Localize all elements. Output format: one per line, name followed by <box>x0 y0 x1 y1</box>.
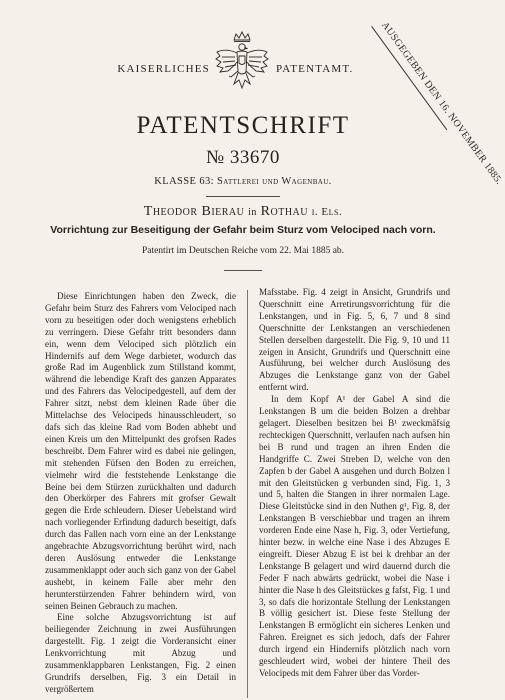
patent-class <box>0 176 486 187</box>
rule-bottom <box>224 270 262 271</box>
klasse-label: KLASSE 63: <box>154 176 214 187</box>
text-column-left <box>45 291 236 696</box>
header-kaiserliches: KAISERLICHES <box>117 63 210 75</box>
patent-number: № 33670 <box>206 147 280 168</box>
imperial-eagle-icon <box>214 30 270 92</box>
text-column-right <box>259 287 450 680</box>
klasse-name: Sattlerei und Wagenbau. <box>217 176 332 187</box>
document-title: PATENTSCHRIFT <box>136 112 350 139</box>
paragraph: Mafsstabe. Fig. 4 zeigt in Ansicht, Grundrifs und Querschnitt eine Arretirungsvorrichtung für die Lenkstangen, und in Fig. 5, 6, 7 und 8 sind Querschnitte der Lenkstangen an verschiedenen Stellen derselben dargestellt. Die Fig. 9, 10 und 11 zeigen in Ansicht, Grundrifs und Querschnitt eine Ausführung, bei welcher durch Auslösung des Abzuges die Lenkstange ganz von der Gabel entfernt wird. <box>259 287 450 393</box>
rule-top <box>206 196 280 197</box>
issue-date-stamp: AUSGEGEBEN DEN 16. NOVEMBER 1885. <box>379 20 505 187</box>
inventor-city: Rothau <box>260 204 308 219</box>
column-divider <box>247 290 248 698</box>
paragraph: Eine solche Abzugsvorrichtung ist auf beiliegender Zeichnung in zwei Ausführungen dargestellt. Fig. 1 zeigt die Vorderansicht einer Lenkvorrichtung mit Abzug und zusammenklappbaren Lenkstangen, Fig. 2 einen Grundrifs derselben, Fig. 3 ein Detail in vergrößertem <box>45 612 236 694</box>
inventor-region: i. Els. <box>311 206 343 218</box>
inventor-name: Theodor Bierau <box>143 204 245 219</box>
header-patentamt: PATENTAMT. <box>276 63 354 75</box>
inventor <box>0 203 486 220</box>
inventor-in: in <box>248 207 257 218</box>
paragraph: Diese Einrichtungen haben den Zweck, die Gefahr beim Sturz des Fahrers vom Velociped nach vorn zu beseitigen oder doch wenigstens erheblich zu verringern. Diese Gefahr tritt besonders dann ein, wenn dem Velociped sich plötzlich ein Hindernifs auf dem Wege darbietet, wodurch das große Rad im Augenblick zum Stillstand kommt, während die lebendige Kraft des ganzen Apparates und des Fahrers das Velocipedgestell, auf dem der Fahrer sitzt, nebst dem kleinen Rade über die Mittelachse des Velocipeds hinausschleudert, so dafs sich das kleine Rad vom Boden abhebt und einen Kreis um den Mittelpunkt des grofsen Rades beschreibt. Dem Fahrer wird es dabei nie gelingen, mit stehenden Füfsen den Boden zu erreichen, vielmehr wird die feststehende Lenkstange die Beine bei dem Stürzen zurückhalten und dadurch den Oberkörper des Fahrers mit grofser Gewalt gegen die Erde schleudern. Dieser Uebelstand wird nach vorliegender Erfindung dadurch beseitigt, dafs durch das Fallen nach vorn eine an der Lenkstange angebrachte Abzugsvorrichtung berührt wird, nach deren Auslösung entweder die Lenkstange zusammenklappt oder auch sich ganz von der Gabel aushebt, in keinem Falle aber mehr den herunterstürzenden Fahrer behindern wird, von seinen Beinen Gebrauch zu machen. <box>45 291 236 611</box>
invention-title: Vorrichtung zur Beseitigung der Gefahr beim Sturz vom Velociped nach vorn. <box>50 224 436 236</box>
paragraph: In dem Kopf A¹ der Gabel A sind die Lenkstangen B um die beiden Bolzen a drehbar gelagert. Dieselben besitzen bei B¹ zweckmäfsig rechteckigen Querschnitt, verlaufen nach aufsen hin bei B rund und tragen an ihren Enden die Handgriffe C. Zwei Streben D, welche von den Zapfen b der Gabel A ausgehen und durch Bolzen l mit den Gleitstücken g verbunden sind, Fig. 1, 3 und 5, halten die Stangen in ihrer normalen Lage. Diese Gleitstücke sind in den Nuthen g¹, Fig. 8, der Lenkstangen B verschiebbar und tragen an ihrem vorderen Ende eine Nase h, Fig. 3, oder Vertiefung, hinter bezw. in welche eine Nase i des Abzuges E eingreift. Dieser Abzug E ist bei k drehbar an der Lenkstange B gelagert und wird dauernd durch die Feder F nach abwärts gedrückt, wobei die Nase i hinter die Nase h des Gleitstückes g fafst, Fig. 1 und 3, so dafs die horizontale Stellung der Lenkstangen B völlig gesichert ist. Diese feste Stellung der Lenkstangen B ermöglicht ein sicheres Lenken und Fahren. Ereignet es sich jedoch, dafs der Fahrer durch irgend ein Hindernifs plötzlich nach vorn geschleudert wird, wobei der hintere Theil des Velocipeds mit dem Fahrer über das Vorder- <box>259 394 450 678</box>
patented-date: Patentirt im Deutschen Reiche vom 22. Mai 1885 ab. <box>141 246 345 256</box>
